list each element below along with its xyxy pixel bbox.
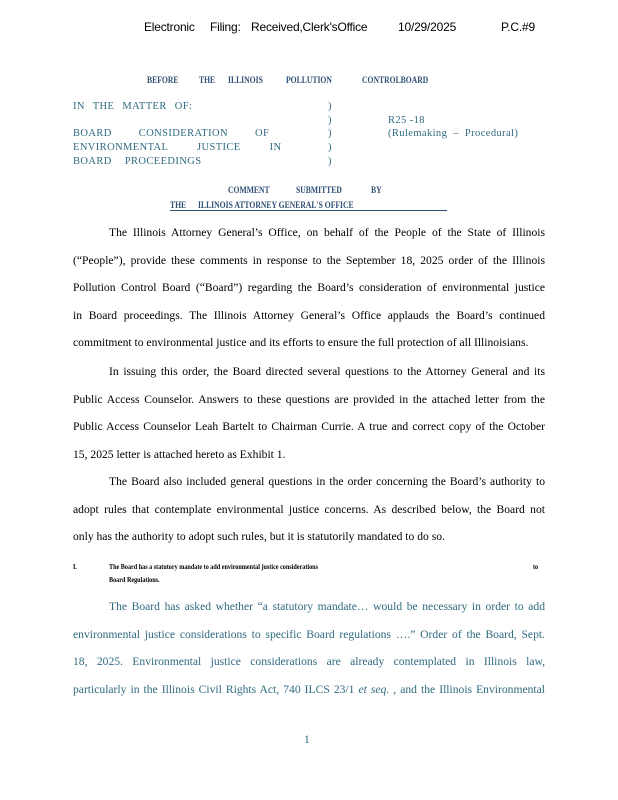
filing-header-received: Received,Clerk'sOffice — [251, 20, 368, 34]
comment-title-underline — [170, 210, 447, 211]
filing-header-date: 10/29/2025 — [398, 20, 457, 34]
p1-line: (“People”), provide these comments in response to the September 18, 2025 order of the Illinois — [73, 253, 545, 267]
filing-header-filing: Filing: — [210, 20, 241, 34]
p4-line: The Board has asked whether “a statutory mandate… would be necessary in order to add — [109, 600, 545, 613]
filing-header-electronic: Electronic — [144, 20, 195, 34]
case-number: R25 -18 — [388, 115, 425, 126]
paragraph-4 — [73, 593, 545, 703]
p2-line: In issuing this order, the Board directed several questions to the Attorney General and its — [109, 365, 545, 378]
caption-pollution: POLLUTION — [286, 75, 332, 85]
case-title-line-1: BOARD CONSIDERATION OF — [73, 128, 270, 139]
caption-illinois: ILLINOIS — [228, 75, 263, 85]
p4-line: environmental justice considerations to specific Board regulations ….” Order of the Board, Sept. — [73, 627, 545, 641]
case-type: (Rulemaking – Procedural) — [388, 128, 519, 139]
case-paren-1: ) — [328, 101, 332, 112]
p3-line: The Board also included general questions in the order concerning the Board’s authority to — [109, 475, 545, 488]
p4-last-text-b: , and the Illinois Environmental — [389, 682, 546, 696]
p2-line: 15, 2025 letter is attached hereto as Exhibit 1. — [73, 447, 286, 461]
comment-title-the: THE — [170, 200, 187, 210]
section-heading-to: to — [533, 562, 539, 571]
caption-the: THE — [199, 75, 216, 85]
caption-before: BEFORE — [147, 75, 179, 85]
p1-line: The Illinois Attorney General’s Office, on behalf of the People of the State of Illinois — [109, 226, 545, 239]
p2-line: Public Access Counselor Leah Bartelt to Chairman Currie. A true and correct copy of the October — [73, 420, 545, 433]
comment-title-office: ILLINOIS ATTORNEY GENERAL'S OFFICE — [198, 200, 354, 210]
case-paren-3: ) — [328, 128, 332, 139]
caption-board: CONTROLBOARD — [362, 75, 429, 85]
p4-last-italic: et seq. — [358, 682, 390, 696]
p1-line: commitment to environmental justice and its efforts to ensure the full protection of all Illinoisians. — [73, 336, 529, 349]
p4-last-text-a: particularly in the Illinois Civil Rights Act, 740 ILCS 23/1 — [73, 682, 355, 696]
case-title-line-2: ENVIRONMENTAL JUSTICE IN — [73, 142, 282, 153]
paragraph-3 — [73, 468, 545, 551]
p4-line: 18, 2025. Environmental justice considerations are already contemplated in Illinois law, — [73, 655, 545, 668]
paragraph-2 — [73, 358, 545, 468]
case-paren-2: ) — [328, 115, 332, 126]
comment-title-by: BY — [371, 185, 382, 195]
page-number: 1 — [304, 734, 310, 746]
section-heading-line-1: The Board has a statutory mandate to add environmental justice considerations — [109, 562, 318, 571]
p1-line: Pollution Control Board (“Board”) regarding the Board’s consideration of environmental justice — [73, 281, 545, 294]
case-paren-4: ) — [328, 142, 332, 153]
case-paren-5: ) — [328, 156, 332, 167]
p3-line: only has the authority to adopt such rules, but it is statutorily mandated to do so. — [73, 530, 445, 543]
p3-line: adopt rules that contemplate environmental justice concerns. As described below, the Board not — [73, 502, 545, 516]
case-in-the-matter: IN THE MATTER OF: — [73, 101, 193, 112]
comment-title-comment: COMMENT — [228, 185, 270, 195]
comment-title-submitted: SUBMITTED — [296, 185, 342, 195]
p2-line: Public Access Counselor. Answers to these questions are provided in the attached letter from the — [73, 392, 545, 406]
p4-line-last — [73, 676, 545, 704]
section-heading-line-2: Board Regulations. — [109, 575, 160, 584]
section-number: I. — [73, 562, 77, 571]
case-title-line-3: BOARD PROCEEDINGS — [73, 156, 202, 167]
p1-line: in Board proceedings. The Illinois Attorney General’s Office applauds the Board’s continued — [73, 308, 545, 322]
paragraph-1 — [73, 219, 545, 357]
filing-header-pc: P.C.#9 — [501, 20, 535, 34]
